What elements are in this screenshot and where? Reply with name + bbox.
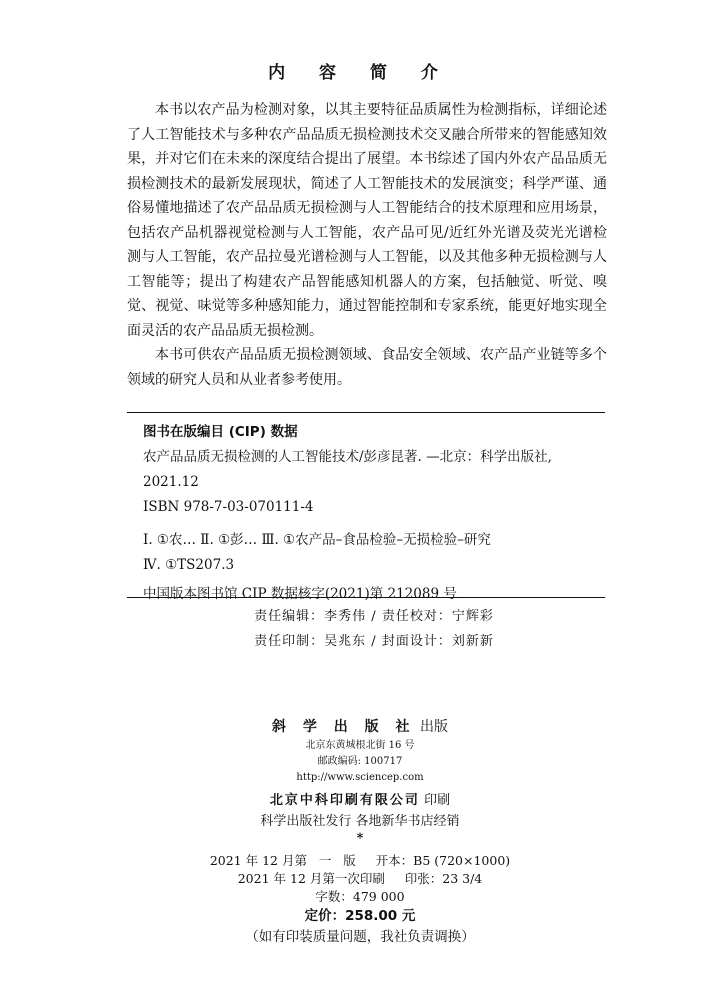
publisher-suffix: 出版 (419, 719, 448, 735)
cip-block (127, 420, 605, 607)
publisher-logo: 斜 学 出 版 社 (272, 719, 416, 735)
edition-line-2: 2021 年 12 月第一次印刷 印张：23 3/4 (237, 871, 483, 886)
abstract-paragraph-1: 本书以农产品为检测对象，以其主要特征品质属性为检测指标，详细论述了人工智能技术与多种农产品品质无损检测技术交叉融合所带来的智能感知效果，并对它们在未来的深度结合提出了展望。本书综述了国内外农产品品质无损检测技术的最新发展现状，简述了人工智能技术的发展演变；科学严谨、通俗易懂地描述了农产品品质无损检测与人工智能结合的技术原理和应用场景，包括农产品机器视觉检测与人工智能，农产品可见/近红外光谱及荧光光谱检测与人工智能，农产品拉曼光谱检测与人工智能，以及其他多种无损检测与人工智能等；提出了构建农产品智能感知机器人的方案，包括触觉、听觉、嗅觉、视觉、味觉等多种感知能力，通过智能控制和专家系统，能更好地实现全面灵活的农产品品质无损检测。 (127, 102, 607, 339)
printer-logo: 北京中科印刷有限公司 (269, 793, 420, 808)
cip-title-line: 农产品品质无损检测的人工智能技术/彭彦昆著. —北京：科学出版社, (143, 449, 552, 465)
cip-record-number: 中国版本图书馆 CIP 数据核字(2021)第 212089 号 (143, 586, 457, 602)
quality-note: （如有印装质量问题，我社负责调换） (245, 929, 475, 945)
publisher-address: 北京东黄城根北街 16 号 (305, 740, 415, 751)
cip-top-rule (127, 412, 605, 413)
printer-line (0, 790, 720, 812)
printer-suffix: 印刷 (424, 793, 451, 808)
cip-isbn: ISBN 978-7-03-070111-4 (143, 499, 314, 515)
abstract (127, 98, 607, 392)
page-title: 内 容 简 介 (268, 63, 452, 83)
distribution-line: 科学出版社发行 各地新华书店经销 (260, 814, 460, 829)
word-count: 字数：479 000 (315, 889, 405, 904)
edition-line-1: 2021 年 12 月第 一 版 开本：B5 (720×1000) (209, 853, 511, 868)
cip-classification-code: Ⅳ. ①TS207.3 (143, 557, 235, 573)
cip-classification: Ⅰ. ①农… Ⅱ. ①彭… Ⅲ. ①农产品–食品检验–无损检验–研究 (143, 532, 491, 548)
publisher-url: http://www.sciencep.com (296, 772, 424, 783)
abstract-paragraph-2: 本书可供农产品品质无损检测领域、食品安全领域、农产品产业链等多个领域的研究人员和从业者参考使用。 (127, 347, 607, 388)
publisher-line (0, 716, 720, 738)
cip-bottom-rule (127, 597, 605, 598)
price: 定价：258.00 元 (304, 908, 416, 924)
publisher-postcode: 邮政编码: 100717 (317, 756, 403, 767)
publication-info (0, 716, 720, 948)
separator-star: * (356, 831, 364, 846)
cip-date-line: 2021.12 (143, 474, 199, 490)
staff-credits (0, 604, 720, 654)
staff-production: 责任印制：吴兆东 / 封面设计：刘新新 (254, 634, 494, 649)
staff-editors: 责任编辑：李秀伟 / 责任校对：宁辉彩 (254, 609, 494, 624)
cip-heading: 图书在版编目 (CIP) 数据 (143, 424, 298, 440)
